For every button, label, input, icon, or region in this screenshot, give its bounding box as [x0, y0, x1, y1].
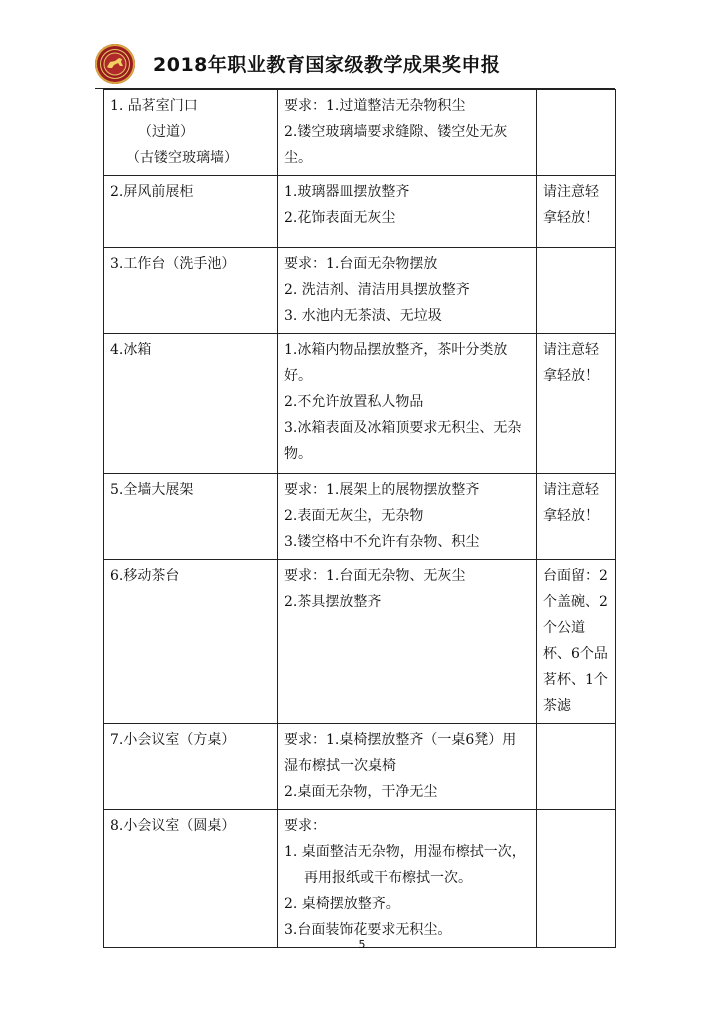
note-text: 请注意轻拿轻放！ [543, 482, 599, 524]
requirement-text: 3.台面装饰花要求无积尘。 [284, 922, 452, 938]
area-label: 6.移动茶台 [110, 568, 180, 584]
cleaning-requirements-table [103, 89, 616, 948]
requirement-text: 要求：1.台面无杂物摆放 [284, 256, 438, 272]
requirement-text: 要求：1.桌椅摆放整齐（一桌6凳）用湿布檫拭一次桌椅 [284, 732, 517, 774]
table-row [104, 810, 616, 948]
requirement-text: 要求：1.台面无杂物、无灰尘 [284, 568, 466, 584]
requirements-cell [278, 334, 537, 474]
requirement-text: 1.冰箱内物品摆放整齐，茶叶分类放好。 [284, 342, 508, 384]
area-label: 7.小会议室（方桌） [110, 732, 236, 748]
note-text: 台面留：2个盖碗、2个公道杯、6个品茗杯、1个茶滤 [543, 568, 608, 714]
requirement-text: 2.桌面无杂物，干净无尘 [284, 784, 438, 800]
page-header [95, 44, 655, 84]
requirement-text: 3. 水池内无茶渍、无垃圾 [284, 308, 442, 324]
requirement-text: 1. 桌面整洁无杂物，用湿布檫拭一次， [284, 844, 526, 860]
area-cell [104, 810, 278, 948]
requirement-text: 2.镂空玻璃墙要求缝隙、镂空处无灰尘。 [284, 124, 508, 166]
note-cell [537, 90, 616, 176]
area-label: 4.冰箱 [110, 342, 152, 358]
requirements-cell [278, 90, 537, 176]
document-title: 2018年职业教育国家级教学成果奖申报 [153, 54, 501, 76]
area-cell [104, 724, 278, 810]
requirements-cell [278, 474, 537, 560]
note-cell [537, 560, 616, 724]
table-row [104, 176, 616, 248]
note-cell [537, 810, 616, 948]
note-cell [537, 248, 616, 334]
area-label: 8.小会议室（圆桌） [110, 818, 236, 834]
requirement-text: 2.茶具摆放整齐 [284, 594, 382, 610]
requirement-text: 要求：1.展架上的展物摆放整齐 [284, 482, 480, 498]
table-row [104, 560, 616, 724]
table-row [104, 90, 616, 176]
note-cell [537, 334, 616, 474]
area-cell [104, 560, 278, 724]
requirement-text: 要求： [284, 818, 326, 834]
table-row [104, 474, 616, 560]
school-emblem-icon [95, 44, 135, 84]
area-cell [104, 176, 278, 248]
area-cell [104, 248, 278, 334]
note-text: 请注意轻拿轻放！ [543, 184, 599, 226]
requirement-text: 2. 桌椅摆放整齐。 [284, 896, 400, 912]
requirement-text: 2.表面无灰尘，无杂物 [284, 508, 424, 524]
page-number: 5 [358, 938, 366, 951]
area-label: 2.屏风前展柜 [110, 184, 194, 200]
requirement-text: 2.花饰表面无灰尘 [284, 210, 396, 226]
table-row [104, 334, 616, 474]
requirement-text: 2. 洗洁剂、清洁用具摆放整齐 [284, 282, 470, 298]
note-cell [537, 176, 616, 248]
requirement-text: 1.玻璃器皿摆放整齐 [284, 184, 410, 200]
requirement-text: 2.不允许放置私人物品 [284, 394, 424, 410]
area-sublabel: （古镂空玻璃墙） [126, 150, 238, 166]
requirements-cell [278, 560, 537, 724]
area-label: 1. 品茗室门口 [110, 98, 198, 114]
requirements-cell [278, 724, 537, 810]
note-cell [537, 724, 616, 810]
area-label: 5.全墙大展架 [110, 482, 194, 498]
area-cell [104, 90, 278, 176]
note-text: 请注意轻拿轻放！ [543, 342, 599, 384]
requirement-text: 3.镂空格中不允许有杂物、积尘 [284, 534, 480, 550]
requirements-cell [278, 810, 537, 948]
note-cell [537, 474, 616, 560]
area-cell [104, 474, 278, 560]
table-row [104, 724, 616, 810]
area-sublabel: （过道） [138, 124, 194, 140]
area-cell [104, 334, 278, 474]
requirement-text: 3.冰箱表面及冰箱顶要求无积尘、无杂物。 [284, 420, 522, 462]
requirement-text: 再用报纸或干布檫拭一次。 [304, 870, 472, 886]
requirements-cell [278, 248, 537, 334]
requirements-cell [278, 176, 537, 248]
requirement-text: 要求：1.过道整洁无杂物积尘 [284, 98, 466, 114]
table-row [104, 248, 616, 334]
area-label: 3.工作台（洗手池） [110, 256, 236, 272]
